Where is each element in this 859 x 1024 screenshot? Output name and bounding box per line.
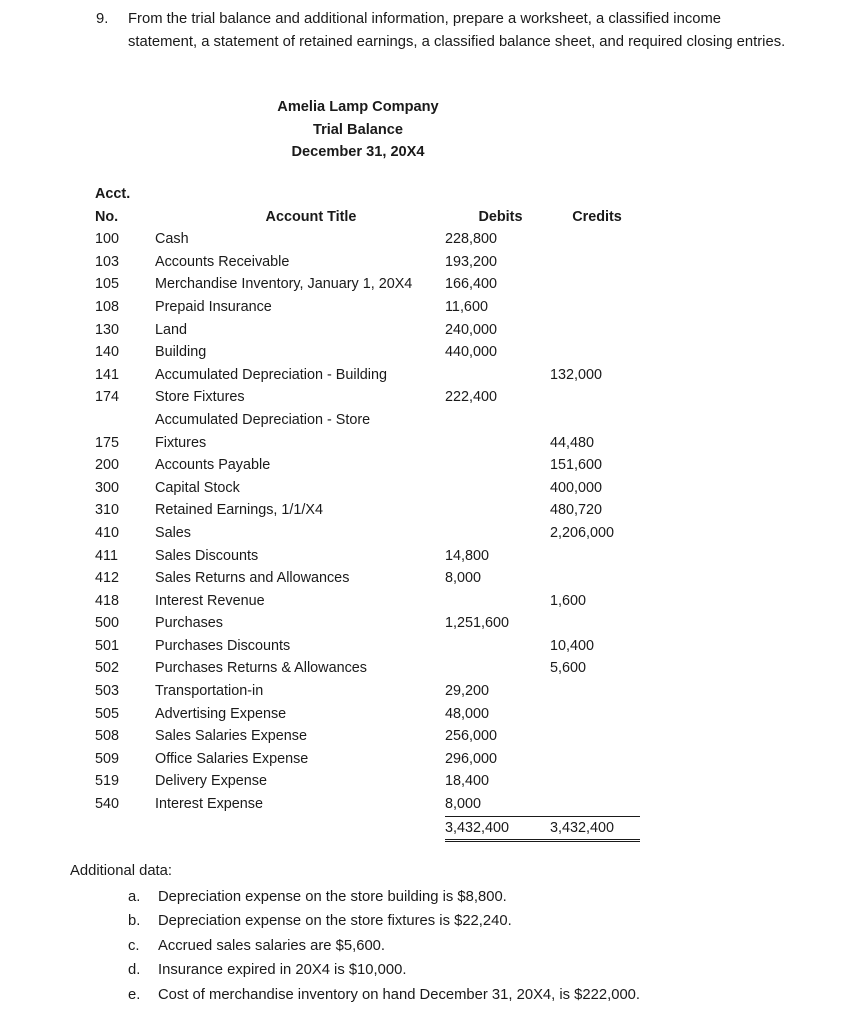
cell-acct-no: 200 (95, 457, 120, 474)
cell-debit: 29,200 (445, 683, 490, 700)
cell-debit (445, 635, 550, 658)
cell-debit: 256,000 (445, 728, 498, 745)
cell-account-title: Cash (155, 231, 189, 248)
list-item-text: Cost of merchandise inventory on hand December 31, 20X4, is $222,000. (158, 986, 641, 1003)
cell-debit: 8,000 (445, 796, 482, 813)
table-row (95, 770, 640, 793)
cell-acct-no: 108 (95, 298, 120, 315)
additional-data-title: Additional data: (70, 863, 173, 879)
cell-debit: 166,400 (445, 276, 498, 293)
cell-account-title: Delivery Expense (155, 773, 267, 790)
cell-acct-no: 509 (95, 750, 120, 767)
cell-account-title: Sales Discounts (155, 547, 259, 564)
cell-account-title: Advertising Expense (155, 705, 287, 722)
table-row (95, 657, 640, 680)
cell-acct-no: 501 (95, 637, 120, 654)
table-row (95, 386, 640, 409)
cell-credit (550, 567, 640, 590)
table-row (95, 409, 640, 432)
totals-label (155, 816, 445, 841)
cell-credit: 400,000 (550, 479, 603, 496)
list-item-marker: e. (128, 986, 141, 1003)
list-item (70, 909, 790, 933)
list-item-text: Depreciation expense on the store fixtures is $22,240. (158, 913, 512, 930)
cell-credit (550, 770, 640, 793)
cell-debit: 296,000 (445, 750, 498, 767)
cell-acct-no: 519 (95, 773, 120, 790)
list-item-text: Depreciation expense on the store building is $8,800. (158, 889, 507, 905)
cell-debit: 240,000 (445, 321, 498, 338)
cell-debit: 228,800 (445, 231, 498, 248)
cell-debit (445, 499, 550, 522)
question-block (96, 8, 786, 54)
cell-account-title: Building (155, 344, 207, 361)
list-item (70, 885, 790, 909)
table-row (95, 228, 640, 251)
table-row (95, 251, 640, 274)
list-item (70, 958, 790, 982)
cell-credit (550, 228, 640, 251)
cell-credit: 132,000 (550, 366, 603, 383)
cell-account-title: Retained Earnings, 1/1/X4 (155, 502, 324, 519)
cell-credit (550, 725, 640, 748)
cell-account-title: Transportation-in (155, 683, 264, 700)
cell-debit: 11,600 (445, 298, 488, 315)
list-item-marker: b. (128, 913, 141, 930)
question-text: From the trial balance and additional information, prepare a worksheet, a classified income statement, a statement of retained earnings, a classified balance sheet, and required closing entries. (128, 11, 786, 50)
cell-debit: 440,000 (445, 344, 498, 361)
cell-debit (445, 522, 550, 545)
cell-account-title: Purchases Discounts (155, 637, 291, 654)
cell-acct-no: 105 (95, 276, 120, 293)
cell-account-title: Accumulated Depreciation - Building (155, 366, 387, 383)
cell-acct-no: 310 (95, 502, 120, 519)
list-item-marker: c. (128, 937, 140, 954)
table-row (95, 567, 640, 590)
cell-account-title: Fixtures (155, 434, 207, 451)
cell-credit (550, 793, 640, 816)
cell-credit (550, 612, 640, 635)
table-row (95, 454, 640, 477)
cell-credit (550, 680, 640, 703)
cell-credit (550, 319, 640, 342)
cell-credit (550, 748, 640, 771)
cell-acct-no (95, 409, 155, 432)
header-acct-line1: Acct. (95, 186, 131, 202)
header-debits: Debits (478, 208, 523, 225)
cell-credit (550, 296, 640, 319)
cell-credit (550, 409, 640, 432)
cell-debit: 8,000 (445, 570, 482, 587)
table-row (95, 273, 640, 296)
cell-account-title: Office Salaries Expense (155, 750, 309, 767)
table-row (95, 477, 640, 500)
list-item-marker: a. (128, 889, 141, 905)
cell-acct-no: 502 (95, 660, 120, 677)
trial-balance-grid (95, 183, 640, 842)
question-number: 9. (96, 11, 109, 27)
cell-acct-no: 500 (95, 615, 120, 632)
cell-debit (445, 657, 550, 680)
cell-acct-no: 300 (95, 479, 120, 496)
cell-debit (445, 590, 550, 613)
table-row (95, 341, 640, 364)
cell-account-title: Capital Stock (155, 479, 240, 496)
cell-account-title: Merchandise Inventory, January 1, 20X4 (155, 276, 413, 293)
cell-credit: 480,720 (550, 502, 603, 519)
report-date: December 31, 20X4 (291, 144, 425, 160)
table-header-row-2 (95, 206, 640, 229)
totals-acct (95, 816, 155, 841)
table-row (95, 635, 640, 658)
header-account-title: Account Title (265, 208, 357, 225)
totals-credit: 3,432,400 (550, 816, 640, 841)
report-name: Trial Balance (312, 121, 404, 138)
cell-acct-no: 141 (95, 366, 120, 383)
cell-account-title: Sales (155, 524, 191, 541)
header-acct-line2: No. (95, 208, 119, 225)
cell-debit (445, 477, 550, 500)
cell-debit: 222,400 (445, 389, 498, 406)
list-item (70, 983, 790, 1007)
cell-account-title: Interest Expense (155, 796, 263, 813)
trial-balance-table (95, 183, 640, 842)
table-row (95, 319, 640, 342)
cell-credit: 1,600 (550, 592, 587, 609)
table-row (95, 703, 640, 726)
list-item (70, 934, 790, 958)
additional-data-section (70, 860, 790, 1007)
table-row (95, 296, 640, 319)
question-row (96, 8, 786, 54)
cell-debit: 1,251,600 (445, 615, 510, 632)
cell-acct-no: 508 (95, 728, 120, 745)
cell-debit: 48,000 (445, 705, 490, 722)
list-item-text: Insurance expired in 20X4 is $10,000. (158, 962, 407, 979)
cell-acct-no: 100 (95, 231, 120, 248)
table-row (95, 590, 640, 613)
table-header-row-1 (95, 183, 640, 206)
statement-heading (0, 96, 716, 164)
cell-account-title: Accounts Receivable (155, 253, 290, 270)
list-item-marker: d. (128, 962, 141, 979)
cell-account-title: Prepaid Insurance (155, 298, 272, 315)
cell-account-title: Sales Salaries Expense (155, 728, 307, 745)
cell-credit: 44,480 (550, 434, 595, 451)
cell-acct-no: 140 (95, 344, 120, 361)
cell-acct-no: 418 (95, 592, 120, 609)
cell-acct-no: 174 (95, 389, 120, 406)
table-row (95, 432, 640, 455)
cell-debit: 193,200 (445, 253, 498, 270)
cell-account-title: Purchases Returns & Allowances (155, 660, 367, 677)
cell-account-title: Purchases (155, 615, 223, 632)
table-row (95, 499, 640, 522)
cell-debit: 18,400 (445, 773, 490, 790)
table-row (95, 725, 640, 748)
cell-account-title: Interest Revenue (155, 592, 265, 609)
cell-account-title: Land (155, 321, 188, 338)
table-row (95, 545, 640, 568)
cell-account-title: Store Fixtures (155, 389, 245, 406)
cell-credit (550, 251, 640, 274)
cell-debit (445, 409, 550, 432)
cell-acct-no: 505 (95, 705, 120, 722)
cell-credit: 151,600 (550, 457, 603, 474)
table-row (95, 522, 640, 545)
cell-account-title: Sales Returns and Allowances (155, 570, 350, 587)
cell-credit (550, 341, 640, 364)
cell-acct-no: 103 (95, 253, 120, 270)
cell-acct-no: 412 (95, 570, 120, 587)
cell-acct-no: 410 (95, 524, 120, 541)
list-item-text: Accrued sales salaries are $5,600. (158, 937, 386, 954)
cell-acct-no: 503 (95, 683, 120, 700)
cell-debit (445, 364, 550, 387)
totals-debit: 3,432,400 (445, 816, 550, 841)
cell-credit (550, 703, 640, 726)
cell-credit: 5,600 (550, 660, 587, 677)
additional-data-list (70, 885, 790, 1007)
table-row (95, 748, 640, 771)
cell-credit: 2,206,000 (550, 524, 615, 541)
cell-debit (445, 432, 550, 455)
table-row (95, 364, 640, 387)
table-totals-row (95, 816, 640, 841)
table-row (95, 680, 640, 703)
cell-account-title: Accumulated Depreciation - Store (155, 411, 371, 428)
cell-credit: 10,400 (550, 637, 595, 654)
cell-debit: 14,800 (445, 547, 490, 564)
header-credits: Credits (572, 208, 622, 225)
cell-credit (550, 545, 640, 568)
cell-credit (550, 273, 640, 296)
cell-credit (550, 386, 640, 409)
table-row (95, 612, 640, 635)
cell-debit (445, 454, 550, 477)
cell-acct-no: 130 (95, 321, 120, 338)
cell-acct-no: 411 (95, 547, 118, 564)
cell-account-title: Accounts Payable (155, 457, 271, 474)
cell-acct-no: 175 (95, 434, 120, 451)
cell-acct-no: 540 (95, 796, 120, 813)
company-name: Amelia Lamp Company (277, 99, 439, 115)
table-row (95, 793, 640, 816)
